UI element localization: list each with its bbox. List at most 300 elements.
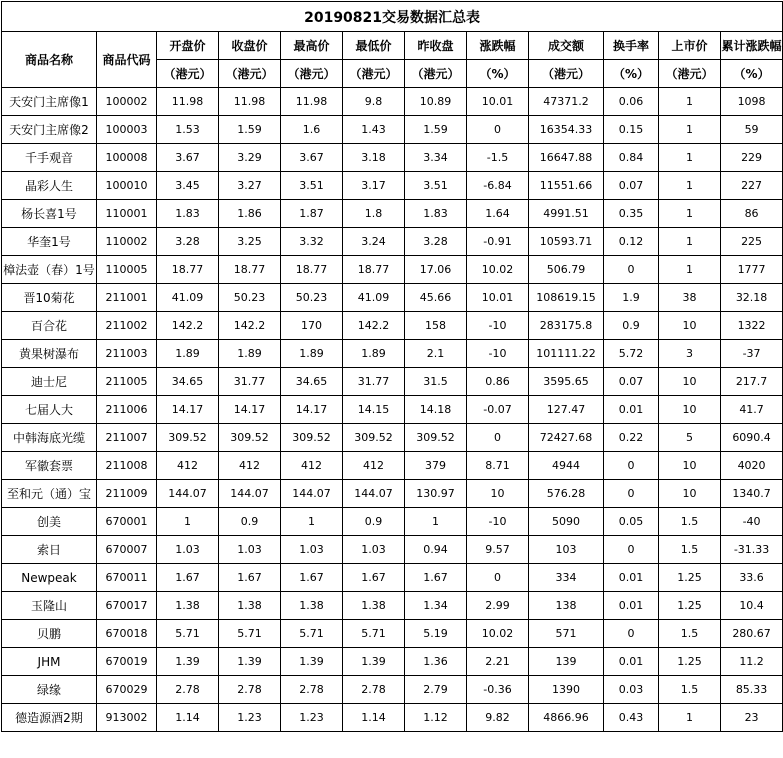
table-cell: 10.89 (405, 88, 467, 116)
table-cell: 1.8 (343, 200, 405, 228)
cell-product-code: 670018 (97, 620, 157, 648)
table-cell: 10593.71 (529, 228, 604, 256)
table-cell: 1.36 (405, 648, 467, 676)
table-cell: 1.89 (219, 340, 281, 368)
table-cell: 1.14 (157, 704, 219, 732)
cell-product-name: 绿缘 (2, 676, 97, 704)
table-cell: 1.89 (343, 340, 405, 368)
cell-product-code: 110005 (97, 256, 157, 284)
table-cell: 1.67 (219, 564, 281, 592)
table-cell: 31.77 (343, 368, 405, 396)
table-cell: 10 (659, 480, 721, 508)
table-cell: 0.01 (604, 396, 659, 424)
table-cell: 103 (529, 536, 604, 564)
table-row (2, 564, 783, 592)
cell-product-code: 211001 (97, 284, 157, 312)
table-cell: 11.98 (157, 88, 219, 116)
table-cell: 138 (529, 592, 604, 620)
table-cell: 3.67 (281, 144, 343, 172)
cell-product-name: 贝鹏 (2, 620, 97, 648)
table-cell: 0.94 (405, 536, 467, 564)
table-cell: 5090 (529, 508, 604, 536)
table-cell: 11.98 (219, 88, 281, 116)
table-cell: 18.77 (281, 256, 343, 284)
table-cell: 34.65 (157, 368, 219, 396)
table-cell: 41.09 (343, 284, 405, 312)
table-cell: 1.83 (157, 200, 219, 228)
table-cell: 1322 (721, 312, 783, 340)
cell-product-code: 211002 (97, 312, 157, 340)
table-cell: 225 (721, 228, 783, 256)
table-cell: 41.09 (157, 284, 219, 312)
table-row (2, 648, 783, 676)
column-header-label: 最高价 (281, 32, 343, 60)
column-header-unit: （港元） (219, 60, 281, 88)
table-cell: 1 (157, 508, 219, 536)
table-cell: 8.71 (467, 452, 529, 480)
table-cell: 1.23 (281, 704, 343, 732)
table-cell: 1.89 (157, 340, 219, 368)
cell-product-name: JHM (2, 648, 97, 676)
table-cell: 0.9 (219, 508, 281, 536)
table-cell: 1777 (721, 256, 783, 284)
table-cell: 1 (659, 88, 721, 116)
column-header-label: 最低价 (343, 32, 405, 60)
table-cell: 11.2 (721, 648, 783, 676)
table-cell: 1.6 (281, 116, 343, 144)
table-cell: 506.79 (529, 256, 604, 284)
table-cell: 1 (659, 200, 721, 228)
table-cell: -1.5 (467, 144, 529, 172)
table-row (2, 312, 783, 340)
cell-product-code: 670019 (97, 648, 157, 676)
table-cell: 3.29 (219, 144, 281, 172)
table-cell: 0.43 (604, 704, 659, 732)
table-cell: 0.12 (604, 228, 659, 256)
table-cell: 1 (659, 144, 721, 172)
table-row (2, 256, 783, 284)
table-cell: 0 (604, 480, 659, 508)
table-cell: 0.05 (604, 508, 659, 536)
table-cell: 1.86 (219, 200, 281, 228)
table-cell: 0.06 (604, 88, 659, 116)
table-cell: 1.38 (343, 592, 405, 620)
table-cell: 1.03 (219, 536, 281, 564)
column-header-unit: （港元） (157, 60, 219, 88)
header-product-name: 商品名称 (2, 32, 97, 88)
table-row (2, 228, 783, 256)
table-cell: 0 (604, 256, 659, 284)
table-cell: 14.17 (219, 396, 281, 424)
table-cell: 1340.7 (721, 480, 783, 508)
table-cell: 0.9 (604, 312, 659, 340)
table-cell: 11551.66 (529, 172, 604, 200)
table-cell: 3 (659, 340, 721, 368)
table-cell: 18.77 (219, 256, 281, 284)
table-cell: 2.78 (281, 676, 343, 704)
table-cell: 1.25 (659, 648, 721, 676)
table-cell: 86 (721, 200, 783, 228)
cell-product-code: 100003 (97, 116, 157, 144)
table-cell: 1.64 (467, 200, 529, 228)
table-cell: 0.07 (604, 172, 659, 200)
cell-product-name: 中韩海底光缆 (2, 424, 97, 452)
table-title: 20190821交易数据汇总表 (2, 2, 783, 32)
table-cell: 5.71 (343, 620, 405, 648)
table-cell: -37 (721, 340, 783, 368)
cell-product-code: 100008 (97, 144, 157, 172)
table-cell: 127.47 (529, 396, 604, 424)
table-cell: 1.25 (659, 564, 721, 592)
table-cell: 14.15 (343, 396, 405, 424)
table-cell: 14.17 (157, 396, 219, 424)
table-cell: 1.43 (343, 116, 405, 144)
table-cell: 34.65 (281, 368, 343, 396)
table-cell: 0 (467, 424, 529, 452)
table-cell: 2.78 (157, 676, 219, 704)
table-cell: 5 (659, 424, 721, 452)
cell-product-code: 670011 (97, 564, 157, 592)
table-cell: 1.39 (157, 648, 219, 676)
cell-product-code: 211003 (97, 340, 157, 368)
table-cell: 1 (659, 256, 721, 284)
table-row (2, 452, 783, 480)
table-cell: -10 (467, 312, 529, 340)
table-cell: -40 (721, 508, 783, 536)
table-cell: 1.59 (219, 116, 281, 144)
table-cell: 3.34 (405, 144, 467, 172)
table-row (2, 424, 783, 452)
table-cell: 5.71 (219, 620, 281, 648)
table-cell: 45.66 (405, 284, 467, 312)
cell-product-name: 樟法壶（春）1号 (2, 256, 97, 284)
table-cell: 31.77 (219, 368, 281, 396)
table-cell: 144.07 (343, 480, 405, 508)
table-cell: 1.5 (659, 536, 721, 564)
table-cell: 309.52 (343, 424, 405, 452)
table-cell: 72427.68 (529, 424, 604, 452)
table-cell: 412 (281, 452, 343, 480)
table-cell: 3.51 (405, 172, 467, 200)
table-row (2, 480, 783, 508)
table-cell: 0.01 (604, 648, 659, 676)
table-cell: 2.1 (405, 340, 467, 368)
table-row (2, 284, 783, 312)
table-cell: 1.23 (219, 704, 281, 732)
table-cell: 101111.22 (529, 340, 604, 368)
column-header-label: 收盘价 (219, 32, 281, 60)
table-cell: 6090.4 (721, 424, 783, 452)
column-header-label: 昨收盘 (405, 32, 467, 60)
table-cell: -6.84 (467, 172, 529, 200)
table-cell: 18.77 (343, 256, 405, 284)
table-cell: 32.18 (721, 284, 783, 312)
table-cell: 10.01 (467, 284, 529, 312)
table-cell: 16354.33 (529, 116, 604, 144)
table-cell: 142.2 (343, 312, 405, 340)
table-cell: 10.02 (467, 256, 529, 284)
table-cell: 1 (659, 228, 721, 256)
cell-product-name: 华奎1号 (2, 228, 97, 256)
header-product-code: 商品代码 (97, 32, 157, 88)
table-cell: 10.01 (467, 88, 529, 116)
cell-product-name: 百合花 (2, 312, 97, 340)
table-cell: 1.25 (659, 592, 721, 620)
table-cell: 144.07 (219, 480, 281, 508)
table-cell: 1.67 (157, 564, 219, 592)
table-row (2, 368, 783, 396)
table-cell: 10 (659, 368, 721, 396)
cell-product-name: 晶彩人生 (2, 172, 97, 200)
table-cell: 10 (659, 312, 721, 340)
table-cell: 3.18 (343, 144, 405, 172)
cell-product-code: 211005 (97, 368, 157, 396)
table-cell: 0.15 (604, 116, 659, 144)
cell-product-name: 杨长喜1号 (2, 200, 97, 228)
table-cell: 1.39 (281, 648, 343, 676)
table-cell: 1.53 (157, 116, 219, 144)
column-header-unit: （%） (604, 60, 659, 88)
table-cell: 3.25 (219, 228, 281, 256)
column-header-label: 涨跌幅 (467, 32, 529, 60)
table-cell: 11.98 (281, 88, 343, 116)
cell-product-name: 千手观音 (2, 144, 97, 172)
table-cell: 17.06 (405, 256, 467, 284)
table-cell: 1.38 (157, 592, 219, 620)
table-cell: 5.71 (281, 620, 343, 648)
table-cell: 142.2 (157, 312, 219, 340)
table-cell: 412 (157, 452, 219, 480)
table-cell: 283175.8 (529, 312, 604, 340)
cell-product-code: 913002 (97, 704, 157, 732)
column-header-label: 开盘价 (157, 32, 219, 60)
table-cell: 0.07 (604, 368, 659, 396)
table-cell: 1.12 (405, 704, 467, 732)
table-cell: 3.45 (157, 172, 219, 200)
table-cell: 3.24 (343, 228, 405, 256)
table-cell: 1098 (721, 88, 783, 116)
column-header-label: 上市价 (659, 32, 721, 60)
cell-product-name: 天安门主席像1 (2, 88, 97, 116)
table-cell: 3.51 (281, 172, 343, 200)
table-cell: 1.89 (281, 340, 343, 368)
cell-product-code: 110002 (97, 228, 157, 256)
table-cell: 1 (659, 116, 721, 144)
table-cell: 309.52 (157, 424, 219, 452)
table-cell: 0 (604, 452, 659, 480)
table-row (2, 200, 783, 228)
cell-product-code: 670007 (97, 536, 157, 564)
table-cell: 14.18 (405, 396, 467, 424)
table-row (2, 592, 783, 620)
table-cell: -10 (467, 340, 529, 368)
table-cell: 10.4 (721, 592, 783, 620)
table-cell: 47371.2 (529, 88, 604, 116)
column-header-unit: （港元） (405, 60, 467, 88)
table-cell: 379 (405, 452, 467, 480)
table-cell: 0.35 (604, 200, 659, 228)
cell-product-name: 至和元（通）宝 (2, 480, 97, 508)
table-cell: 1.59 (405, 116, 467, 144)
table-cell: 1.87 (281, 200, 343, 228)
table-cell: 412 (343, 452, 405, 480)
table-cell: 3.27 (219, 172, 281, 200)
table-cell: 229 (721, 144, 783, 172)
table-cell: 1.39 (219, 648, 281, 676)
table-row (2, 676, 783, 704)
table-cell: 0 (604, 536, 659, 564)
table-cell: 139 (529, 648, 604, 676)
table-cell: 576.28 (529, 480, 604, 508)
table-cell: 217.7 (721, 368, 783, 396)
cell-product-code: 211008 (97, 452, 157, 480)
table-cell: 3.67 (157, 144, 219, 172)
column-header-unit: （港元） (281, 60, 343, 88)
cell-product-code: 100010 (97, 172, 157, 200)
table-cell: 1.38 (281, 592, 343, 620)
cell-product-code: 211006 (97, 396, 157, 424)
table-cell: -0.91 (467, 228, 529, 256)
table-cell: 10.02 (467, 620, 529, 648)
table-cell: 0.22 (604, 424, 659, 452)
table-cell: 1 (659, 704, 721, 732)
cell-product-code: 211009 (97, 480, 157, 508)
cell-product-code: 670001 (97, 508, 157, 536)
table-cell: 5.72 (604, 340, 659, 368)
cell-product-name: Newpeak (2, 564, 97, 592)
table-cell: 10 (659, 396, 721, 424)
table-cell: 0.03 (604, 676, 659, 704)
cell-product-name: 迪士尼 (2, 368, 97, 396)
table-cell: 14.17 (281, 396, 343, 424)
table-cell: 0.9 (343, 508, 405, 536)
table-cell: 1 (659, 172, 721, 200)
table-cell: 144.07 (281, 480, 343, 508)
table-cell: 2.21 (467, 648, 529, 676)
table-cell: 85.33 (721, 676, 783, 704)
column-header-label: 累计涨跌幅 (721, 32, 783, 60)
trading-summary-table (1, 1, 783, 732)
table-cell: 412 (219, 452, 281, 480)
column-header-unit: （港元） (343, 60, 405, 88)
table-row (2, 116, 783, 144)
cell-product-name: 索日 (2, 536, 97, 564)
cell-product-name: 德造源酒2期 (2, 704, 97, 732)
table-row (2, 396, 783, 424)
table-cell: 9.82 (467, 704, 529, 732)
table-cell: 23 (721, 704, 783, 732)
cell-product-name: 军徽套票 (2, 452, 97, 480)
table-cell: 1.03 (157, 536, 219, 564)
table-cell: 227 (721, 172, 783, 200)
table-cell: 1.9 (604, 284, 659, 312)
table-row (2, 172, 783, 200)
table-cell: 1.67 (343, 564, 405, 592)
table-cell: -10 (467, 508, 529, 536)
column-header-unit: （%） (721, 60, 783, 88)
table-cell: 1.5 (659, 508, 721, 536)
table-cell: 4991.51 (529, 200, 604, 228)
table-cell: 0.86 (467, 368, 529, 396)
table-row (2, 340, 783, 368)
table-cell: 0.84 (604, 144, 659, 172)
table-cell: 1 (405, 508, 467, 536)
table-cell: 33.6 (721, 564, 783, 592)
column-header-unit: （港元） (659, 60, 721, 88)
cell-product-code: 670017 (97, 592, 157, 620)
table-cell: 10 (659, 452, 721, 480)
table-cell: 18.77 (157, 256, 219, 284)
cell-product-name: 玉隆山 (2, 592, 97, 620)
table-cell: 142.2 (219, 312, 281, 340)
table-cell: 1.14 (343, 704, 405, 732)
table-cell: 1390 (529, 676, 604, 704)
table-cell: 3.28 (157, 228, 219, 256)
table-cell: 1.03 (343, 536, 405, 564)
table-cell: 130.97 (405, 480, 467, 508)
cell-product-name: 晋10菊花 (2, 284, 97, 312)
cell-product-code: 670029 (97, 676, 157, 704)
table-row (2, 144, 783, 172)
table-cell: 1 (281, 508, 343, 536)
table-cell: 1.39 (343, 648, 405, 676)
table-cell: 3.17 (343, 172, 405, 200)
cell-product-name: 黄果树瀑布 (2, 340, 97, 368)
table-cell: 0.01 (604, 592, 659, 620)
table-cell: 16647.88 (529, 144, 604, 172)
table-cell: 334 (529, 564, 604, 592)
table-cell: 0 (467, 564, 529, 592)
table-cell: 5.71 (157, 620, 219, 648)
table-cell: 108619.15 (529, 284, 604, 312)
table-cell: 158 (405, 312, 467, 340)
table-cell: 280.67 (721, 620, 783, 648)
column-header-label: 换手率 (604, 32, 659, 60)
table-cell: 309.52 (405, 424, 467, 452)
cell-product-code: 211007 (97, 424, 157, 452)
table-cell: 144.07 (157, 480, 219, 508)
table-cell: 0 (604, 620, 659, 648)
table-cell: 1.34 (405, 592, 467, 620)
table-cell: 1.38 (219, 592, 281, 620)
table-cell: 170 (281, 312, 343, 340)
table-cell: 1.67 (405, 564, 467, 592)
table-row (2, 508, 783, 536)
table-cell: 31.5 (405, 368, 467, 396)
table-cell: 9.8 (343, 88, 405, 116)
table-cell: 4944 (529, 452, 604, 480)
table-cell: 41.7 (721, 396, 783, 424)
table-cell: 3.28 (405, 228, 467, 256)
column-header-unit: （%） (467, 60, 529, 88)
table-cell: 2.78 (343, 676, 405, 704)
table-cell: 5.19 (405, 620, 467, 648)
table-cell: 1.5 (659, 620, 721, 648)
table-row (2, 88, 783, 116)
table-row (2, 704, 783, 732)
table-cell: 309.52 (219, 424, 281, 452)
table-cell: 50.23 (219, 284, 281, 312)
table-cell: 2.78 (219, 676, 281, 704)
table-cell: 571 (529, 620, 604, 648)
cell-product-name: 天安门主席像2 (2, 116, 97, 144)
table-cell: 309.52 (281, 424, 343, 452)
table-cell: 38 (659, 284, 721, 312)
table-cell: 2.79 (405, 676, 467, 704)
cell-product-name: 七届人大 (2, 396, 97, 424)
table-cell: 1.03 (281, 536, 343, 564)
table-cell: -31.33 (721, 536, 783, 564)
